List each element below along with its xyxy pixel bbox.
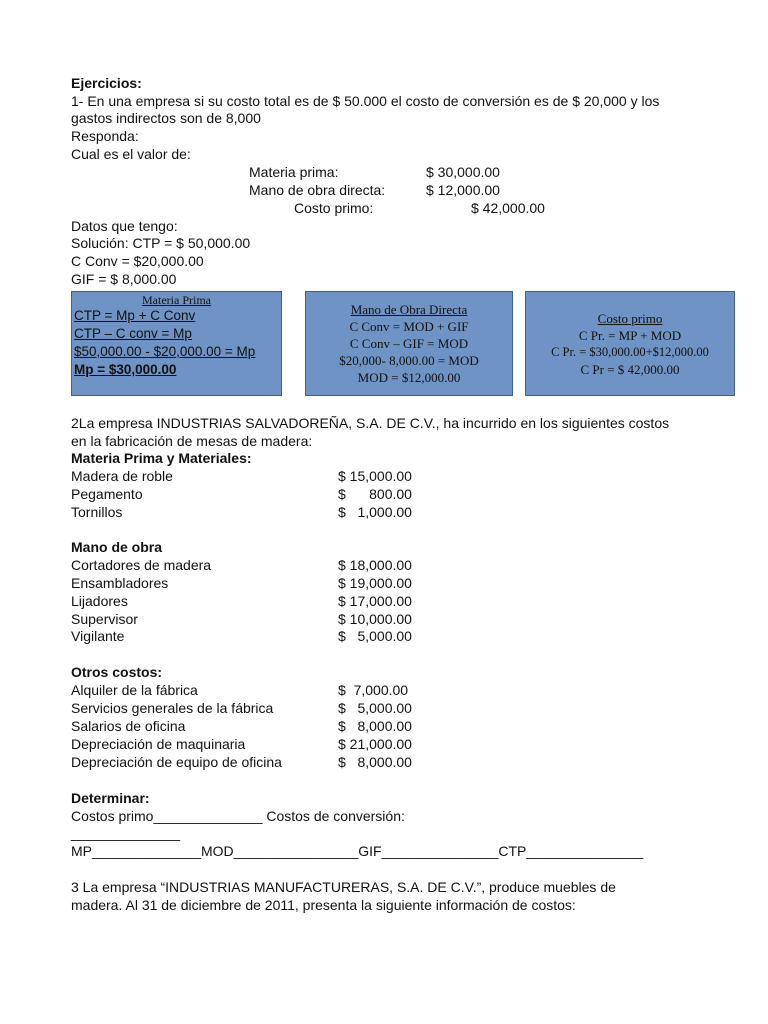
ex2-line2: en la fabricación de mesas de madera: xyxy=(71,433,313,449)
list-item-label: Cortadores de madera xyxy=(71,557,212,573)
box-mp-line4: Mp = $30,000.00 xyxy=(74,362,177,377)
list-item-label: Ensambladores xyxy=(71,575,169,591)
box-mp-line1: CTP = Mp + C Conv xyxy=(74,308,196,323)
list-item-label: Alquiler de la fábrica xyxy=(71,682,198,698)
list-item-value: $ 18,000.00 xyxy=(338,557,412,573)
ex2-section-mo-title: Mano de obra xyxy=(71,539,163,555)
list-item-value: $ 5,000.00 xyxy=(338,700,412,716)
ex2-det-line2: ______________ xyxy=(71,825,181,841)
list-item-label: Supervisor xyxy=(71,611,138,627)
ex2-section-otros-title: Otros costos: xyxy=(71,664,163,680)
list-item-value: $ 21,000.00 xyxy=(338,736,412,752)
list-item-label: Depreciación de equipo de oficina xyxy=(71,754,282,770)
list-item-value: $ 10,000.00 xyxy=(338,611,412,627)
list-item-value: $ 5,000.00 xyxy=(338,628,412,644)
ex1-cconv: C Conv = $20,000.00 xyxy=(71,253,204,269)
list-item-value: $ 15,000.00 xyxy=(338,468,412,484)
box-mod-title: Mano de Obra Directa xyxy=(350,302,468,317)
box-mp-line3: $50,000.00 - $20,000.00 = Mp xyxy=(74,344,256,359)
box-mano-de-obra-directa xyxy=(305,291,513,396)
list-item-value: $ 1,000.00 xyxy=(338,504,412,520)
list-item-value: $ 19,000.00 xyxy=(338,575,412,591)
row-mod-label: Mano de obra directa: xyxy=(249,182,386,198)
box-materia-prima xyxy=(71,291,282,396)
ex1-cual: Cual es el valor de: xyxy=(71,146,191,162)
ejercicios-title: Ejercicios: xyxy=(71,75,142,91)
box-mp-title: Materia Prima xyxy=(142,293,211,307)
list-item-value: $ 17,000.00 xyxy=(338,593,412,609)
row-materia-prima-value: $ 30,000.00 xyxy=(426,164,500,180)
ex1-line2: gastos indirectos son de 8,000 xyxy=(71,110,261,126)
ex2-det-line1: Costos primo______________ Costos de conversión: xyxy=(71,808,405,824)
box-cp-title: Costo primo xyxy=(597,311,663,326)
ex3-line2: madera. Al 31 de diciembre de 2011, presenta la siguiente información de costos: xyxy=(71,897,576,913)
list-item-label: Vigilante xyxy=(71,628,125,644)
ex2-line1: 2La empresa INDUSTRIAS SALVADOREÑA, S.A. DE C.V., ha incurrido en los siguientes costos xyxy=(71,415,670,431)
row-mod-value: $ 12,000.00 xyxy=(426,182,500,198)
ex1-line1: 1- En una empresa si su costo total es de $ 50.000 el costo de conversión es de $ 20,000 y los xyxy=(71,93,660,109)
list-item-value: $ 7,000.00 xyxy=(338,682,409,698)
ex2-section-mp-title: Materia Prima y Materiales: xyxy=(71,450,252,466)
list-item-label: Madera de roble xyxy=(71,468,173,484)
box-mod-line1: C Conv = MOD + GIF xyxy=(349,319,469,334)
list-item-label: Tornillos xyxy=(71,504,123,520)
list-item-value: $ 8,000.00 xyxy=(338,754,412,770)
ex1-datos: Datos que tengo: xyxy=(71,218,178,234)
list-item-label: Lijadores xyxy=(71,593,128,609)
list-item-label: Salarios de oficina xyxy=(71,718,186,734)
list-item-value: $ 800.00 xyxy=(338,486,412,502)
box-cp-line1: C Pr. = MP + MOD xyxy=(578,328,682,343)
ex1-solucion: Solución: CTP = $ 50,000.00 xyxy=(71,235,251,251)
list-item-value: $ 8,000.00 xyxy=(338,718,412,734)
ex1-responda: Responda: xyxy=(71,128,139,144)
list-item-label: Depreciación de maquinaria xyxy=(71,736,246,752)
box-mod-line2: C Conv – GIF = MOD xyxy=(349,336,469,351)
list-item-label: Pegamento xyxy=(71,486,143,502)
box-mod-line3: $20,000- 8,000.00 = MOD xyxy=(339,353,479,368)
row-costo-primo-value: $ 42,000.00 xyxy=(471,200,545,216)
ex1-gif: GIF = $ 8,000.00 xyxy=(71,271,177,287)
box-mod-line4: MOD = $12,000.00 xyxy=(357,370,461,385)
box-cp-line2: C Pr. = $30,000.00+$12,000.00 xyxy=(551,345,709,359)
row-costo-primo-label: Costo primo: xyxy=(294,200,374,216)
row-materia-prima-label: Materia prima: xyxy=(249,164,339,180)
list-item-label: Servicios generales de la fábrica xyxy=(71,700,274,716)
box-mp-line2: CTP – C conv = Mp xyxy=(74,326,192,341)
ex2-det-line3: MP______________MOD________________GIF_______________CTP_______________ xyxy=(71,843,644,859)
box-costo-primo xyxy=(525,291,735,396)
box-cp-line3: C Pr = $ 42,000.00 xyxy=(580,362,680,377)
ex2-determinar: Determinar: xyxy=(71,790,150,806)
ex3-line1: 3 La empresa “INDUSTRIAS MANUFACTURERAS, S.A. DE C.V.”, produce muebles de xyxy=(71,879,616,895)
